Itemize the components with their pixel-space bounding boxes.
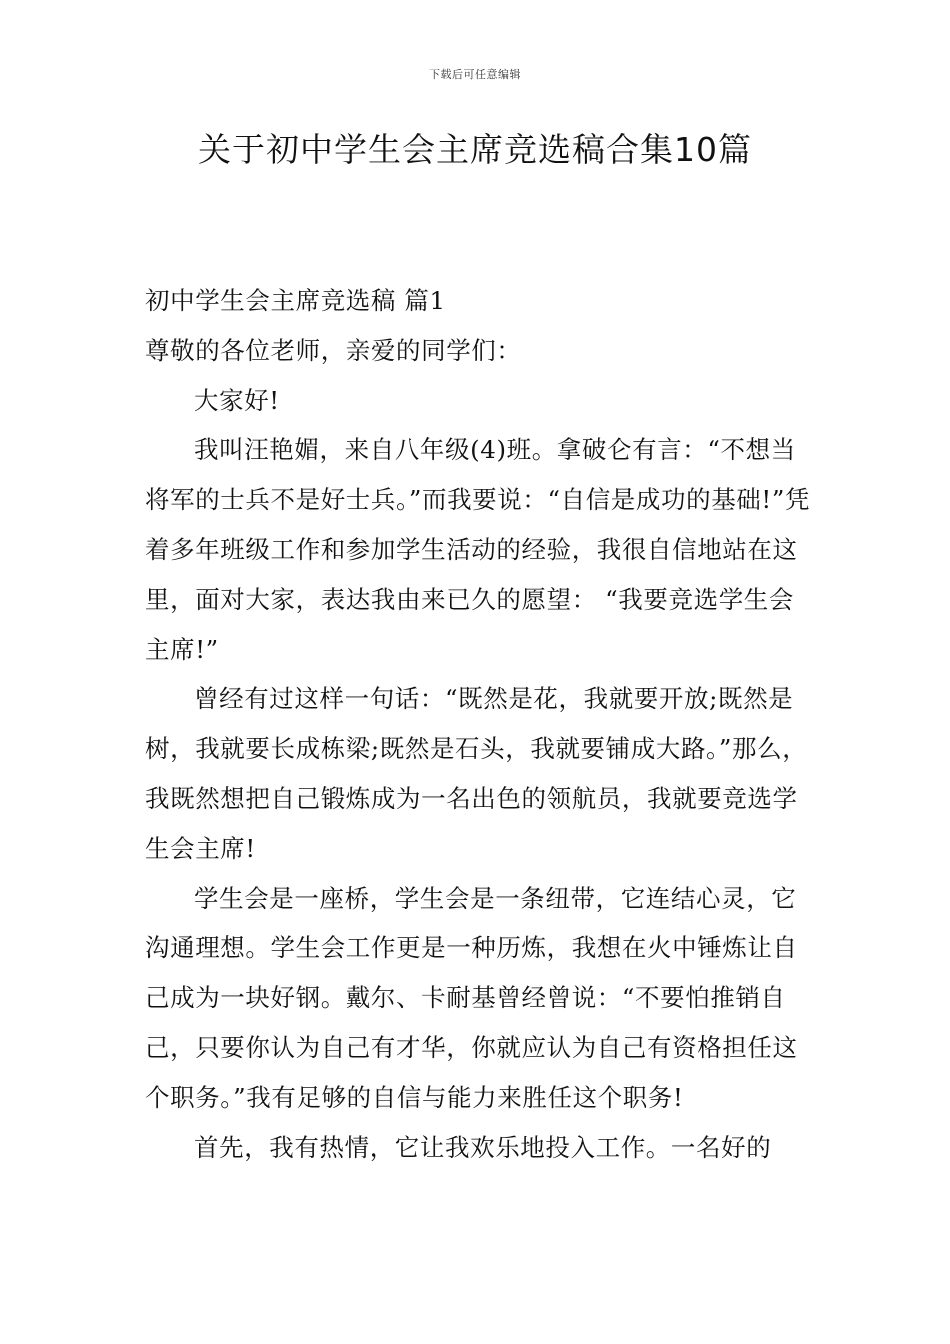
paragraph: 曾经有过这样一句话：“既然是花，我就要开放;既然是树，我就要长成栋梁;既然是石头，我就要铺成大路。”那么，我既然想把自己锻炼成为一名出色的领航员，我就要竞选学生会主席!	[145, 684, 808, 863]
document-title: 关于初中学生会主席竞选稿合集10篇	[198, 130, 752, 169]
section-heading: 初中学生会主席竞选稿 篇1	[145, 286, 446, 315]
header-note: 下载后可任意编辑	[429, 68, 521, 81]
paragraph: 学生会是一座桥，学生会是一条纽带，它连结心灵，它沟通理想。学生会工作更是一种历炼，我想在火中锤炼让自己成为一块好钢。戴尔、卡耐基曾经曾说：“不要怕推销自己，只要你认为自己有才华，你就应认为自己有资格担任这个职务。”我有足够的自信与能力来胜任这个职务!	[145, 883, 798, 1112]
paragraph: 首先，我有热情，它让我欢乐地投入工作。一名好的	[194, 1132, 772, 1162]
document-body	[145, 276, 811, 1172]
greeting: 大家好!	[194, 385, 280, 415]
salutation: 尊敬的各位老师，亲爱的同学们：	[145, 335, 522, 365]
paragraph: 我叫汪艳媚，来自八年级(4)班。拿破仑有言：“不想当将军的士兵不是好士兵。”而我要说：“自信是成功的基础!”凭着多年班级工作和参加学生活动的经验，我很自信地站在这里，面对大家，表达我由来已久的愿望： “我要竞选学生会主席!”	[145, 435, 811, 664]
